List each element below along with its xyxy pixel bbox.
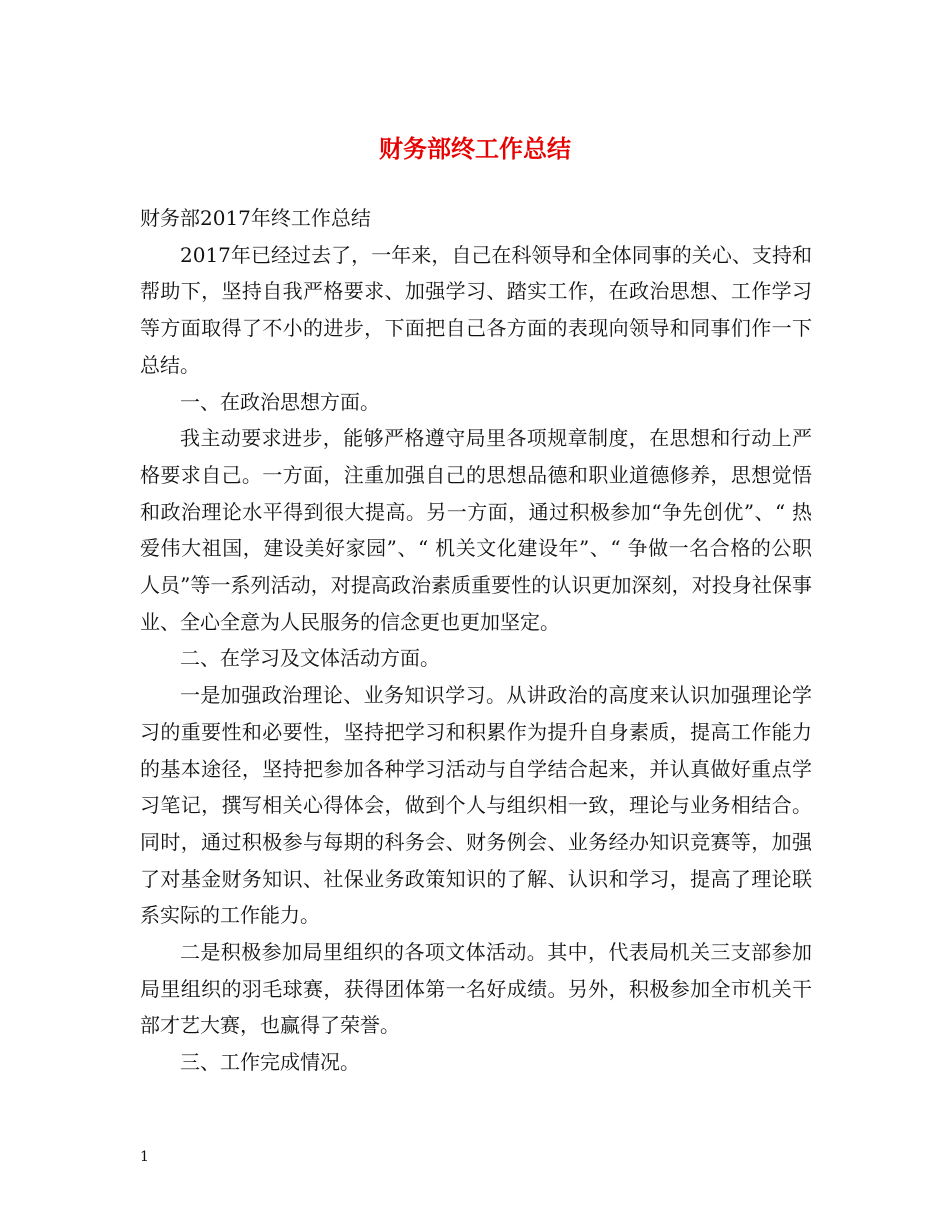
section-heading-political: 一、在政治思想方面。 — [180, 389, 380, 414]
paragraph-study-activities: 二是积极参加局里组织的各项文体活动。其中，代表局机关三支部参加局里组织的羽毛球赛，获得团体第一名好成绩。另外，积极参加全市机关干部才艺大赛，也赢得了荣誉。 — [140, 940, 812, 1038]
paragraph-intro: 2017年已经过去了，一年来，自己在科领导和全体同事的关心、支持和帮助下，坚持自我严格要求、加强学习、踏实工作，在政治思想、工作学习等方面取得了不小的进步，下面把自己各方面的表现向领导和同事们作一下总结。 — [140, 242, 812, 377]
section-heading-study: 二、在学习及文体活动方面。 — [180, 646, 440, 671]
document-subtitle: 财务部2017年终工作总结 — [140, 206, 371, 230]
page-number: 1 — [140, 1149, 149, 1165]
document-title: 财务部终工作总结 — [379, 134, 571, 163]
section-heading-work: 三、工作完成情况。 — [180, 1050, 360, 1075]
document-body — [140, 200, 812, 1081]
paragraph-study-theory: 一是加强政治理论、业务知识学习。从讲政治的高度来认识加强理论学习的重要性和必要性，坚持把学习和积累作为提升自身素质，提高工作能力的基本途径，坚持把参加各种学习活动与自学结合起来，并认真做好重点学习笔记，撰写相关心得体会，做到个人与组织相一致，理论与业务相结合。同时，通过积极参与每期的科务会、财务例会、业务经办知识竞赛等，加强了对基金财务知识、社保业务政策知识的了解、认识和学习，提高了理论联系实际的工作能力。 — [140, 683, 812, 928]
paragraph-political: 我主动要求进步，能够严格遵守局里各项规章制度，在思想和行动上严格要求自己。一方面，注重加强自己的思想品德和职业道德修养，思想觉悟和政治理论水平得到很大提高。另一方面，通过积极参加“争先创优”、“ 热爱伟大祖国，建设美好家园”、“ 机关文化建设年”、“ 争做一名合格的公职人员”等一系列活动，对提高政治素质重要性的认识更加深刻，对投身社保事业、全心全意为人民服务的信念更也更加坚定。 — [140, 426, 812, 634]
